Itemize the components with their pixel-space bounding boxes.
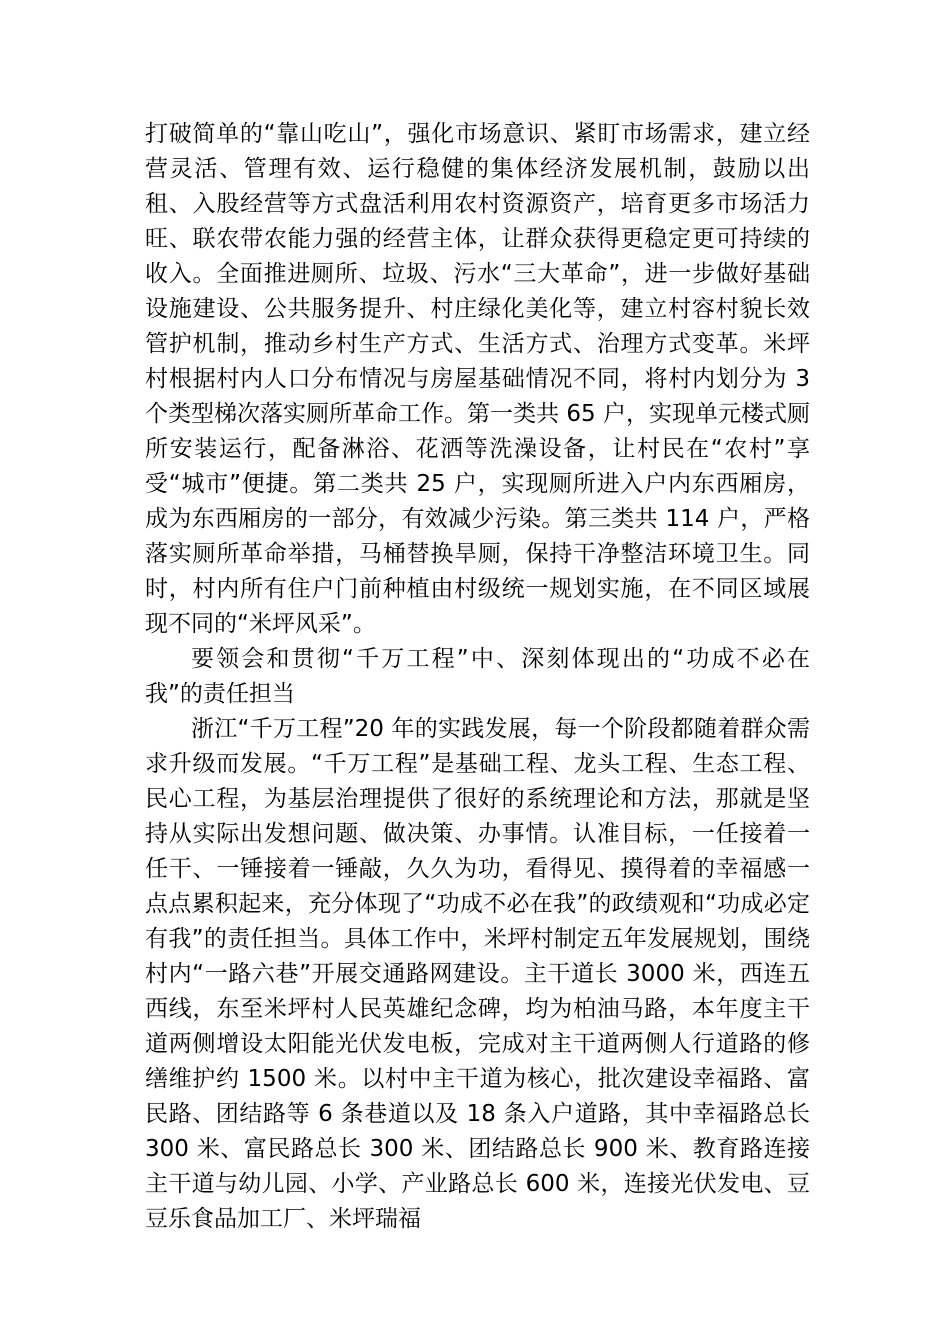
section-heading: 要领会和贯彻“千万工程”中、深刻体现出的“功成不必在我”的责任担当	[145, 646, 810, 707]
body-paragraph-1: 打破简单的“靠山吃山”，强化市场意识、紧盯市场需求，建立经营灵活、管理有效、运行稳健的集体经济发展机制，鼓励以出租、入股经营等方式盘活利用农村资源资产，培育更多市场活力旺、联农带农能力强的经营主体，让群众获得更稳定更可持续的收入。全面推进厕所、垃圾、污水“三大革命”，进一步做好基础设施建设、公共服务提升、村庄绿化美化等，建立村容村貌长效管护机制，推动乡村生产方式、生活方式、治理方式变革。米坪村根据村内人口分布情况与房屋基础情况不同，将村内划分为 3 个类型梯次落实厕所革命工作。第一类共 65 户，实现单元楼式厕所安装运行，配备淋浴、花洒等洗澡设备，让村民在“农村”享受“城市”便捷。第二类共 25 户，实现厕所进入户内东西厢房，成为东西厢房的一部分，有效减少污染。第三类共 114 户，严格落实厕所革命举措，马桶替换旱厕，保持干净整洁环境卫生。同时，村内所有住户门前种植由村级统一规划实施，在不同区域展现不同的“米坪风采”。	[145, 121, 810, 637]
body-paragraph-2: 浙江“千万工程”20 年的实践发展，每一个阶段都随着群众需求升级而发展。“千万工程”是基础工程、龙头工程、生态工程、民心工程，为基层治理提供了很好的系统理论和方法，那就是坚持从实际出发想问题、做决策、办事情。认准目标，一任接着一任干、一锤接着一锤敲，久久为功，看得见、摸得着的幸福感一点点累积起来，充分体现了“功成不必在我”的政绩观和“功成必定有我”的责任担当。具体工作中，米坪村制定五年发展规划，围绕村内“一路六巷”开展交通路网建设。主干道长 3000 米，西连五西线，东至米坪村人民英雄纪念碑，均为柏油马路，本年度主干道两侧增设太阳能光伏发电板，完成对主干道两侧人行道路的修缮维护约 1500 米。以村中主干道为核心，批次建设幸福路、富民路、团结路等 6 条巷道以及 18 条入户道路，其中幸福路总长 300 米、富民路总长 300 米、团结路总长 900 米、教育路连接主干道与幼儿园、小学、产业路总长 600 米，连接光伏发电、豆豆乐食品加工厂、米坪瑞福	[145, 716, 810, 1232]
document-page	[145, 117, 810, 1237]
